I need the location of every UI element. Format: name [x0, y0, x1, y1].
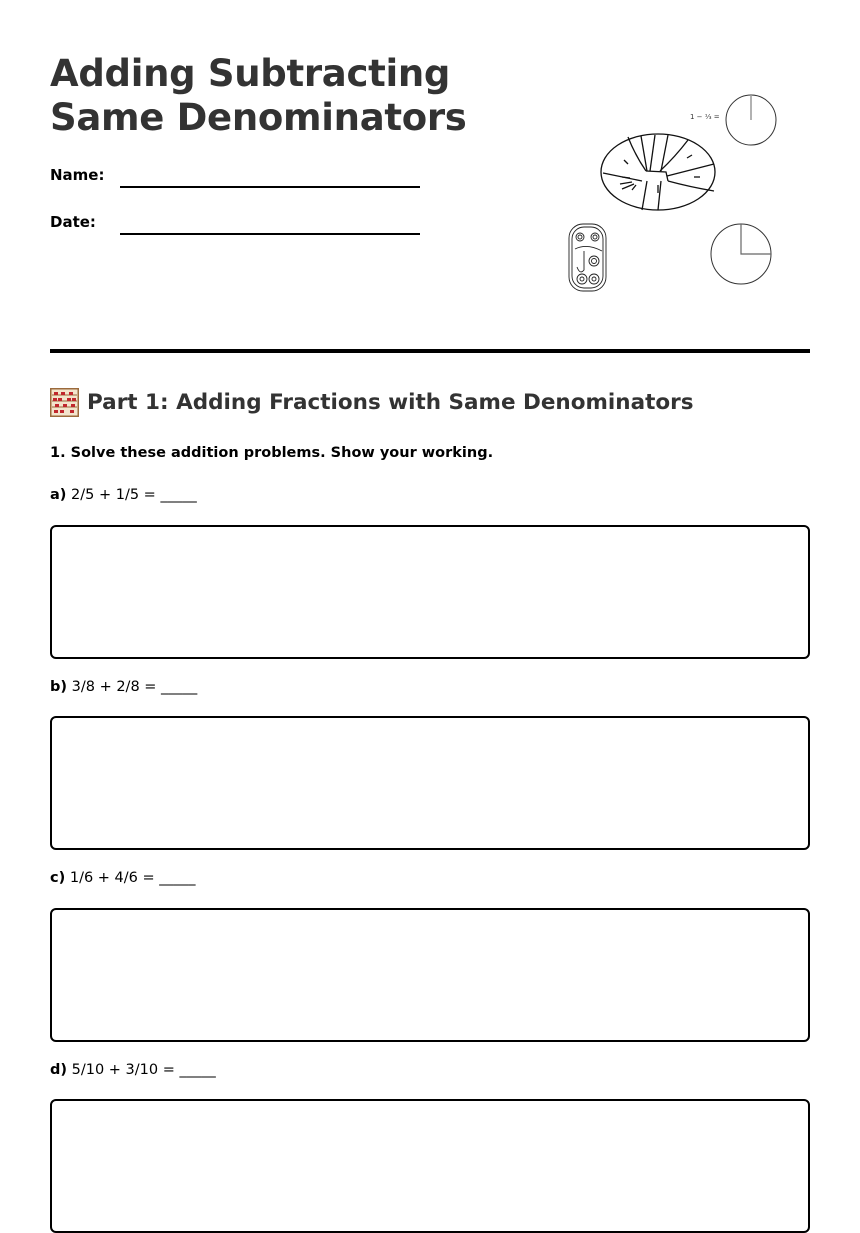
part1-instruction: 1. Solve these addition problems. Show your working.	[50, 445, 494, 461]
question-b	[50, 679, 197, 695]
question-text: 2/5 + 1/5 = _____	[71, 487, 197, 503]
segmented-cake-icon	[601, 134, 715, 210]
header-illustration	[560, 85, 800, 300]
question-letter: d)	[50, 1062, 68, 1078]
title-line-1: Adding Subtracting	[50, 52, 451, 95]
name-write-line[interactable]	[120, 186, 420, 188]
quarter-pie-icon	[711, 224, 771, 284]
header-divider	[50, 349, 810, 353]
worksheet-title	[50, 52, 467, 140]
question-text: 5/10 + 3/10 = _____	[71, 1062, 216, 1078]
date-label: Date:	[50, 213, 96, 231]
question-d	[50, 1062, 216, 1078]
question-a	[50, 487, 197, 503]
question-c	[50, 870, 196, 886]
question-letter: b)	[50, 679, 68, 695]
answer-box-c[interactable]	[50, 908, 810, 1042]
equation-text: 1 − ⅓ =	[690, 113, 720, 121]
answer-box-d[interactable]	[50, 1099, 810, 1233]
answer-box-b[interactable]	[50, 716, 810, 850]
question-text: 3/8 + 2/8 = _____	[71, 679, 198, 695]
part1-heading-text: Part 1: Adding Fractions with Same Denominators	[87, 390, 694, 415]
answer-box-a[interactable]	[50, 525, 810, 659]
date-write-line[interactable]	[120, 233, 420, 235]
question-text: 1/6 + 4/6 = _____	[69, 870, 196, 886]
name-label: Name:	[50, 166, 105, 184]
question-letter: a)	[50, 487, 67, 503]
abacus-icon	[50, 388, 79, 417]
pie-circle-icon	[726, 95, 776, 145]
part1-heading	[50, 388, 694, 417]
carved-pendant-icon	[569, 224, 606, 291]
question-letter: c)	[50, 870, 66, 886]
title-line-2: Same Denominators	[50, 96, 467, 139]
